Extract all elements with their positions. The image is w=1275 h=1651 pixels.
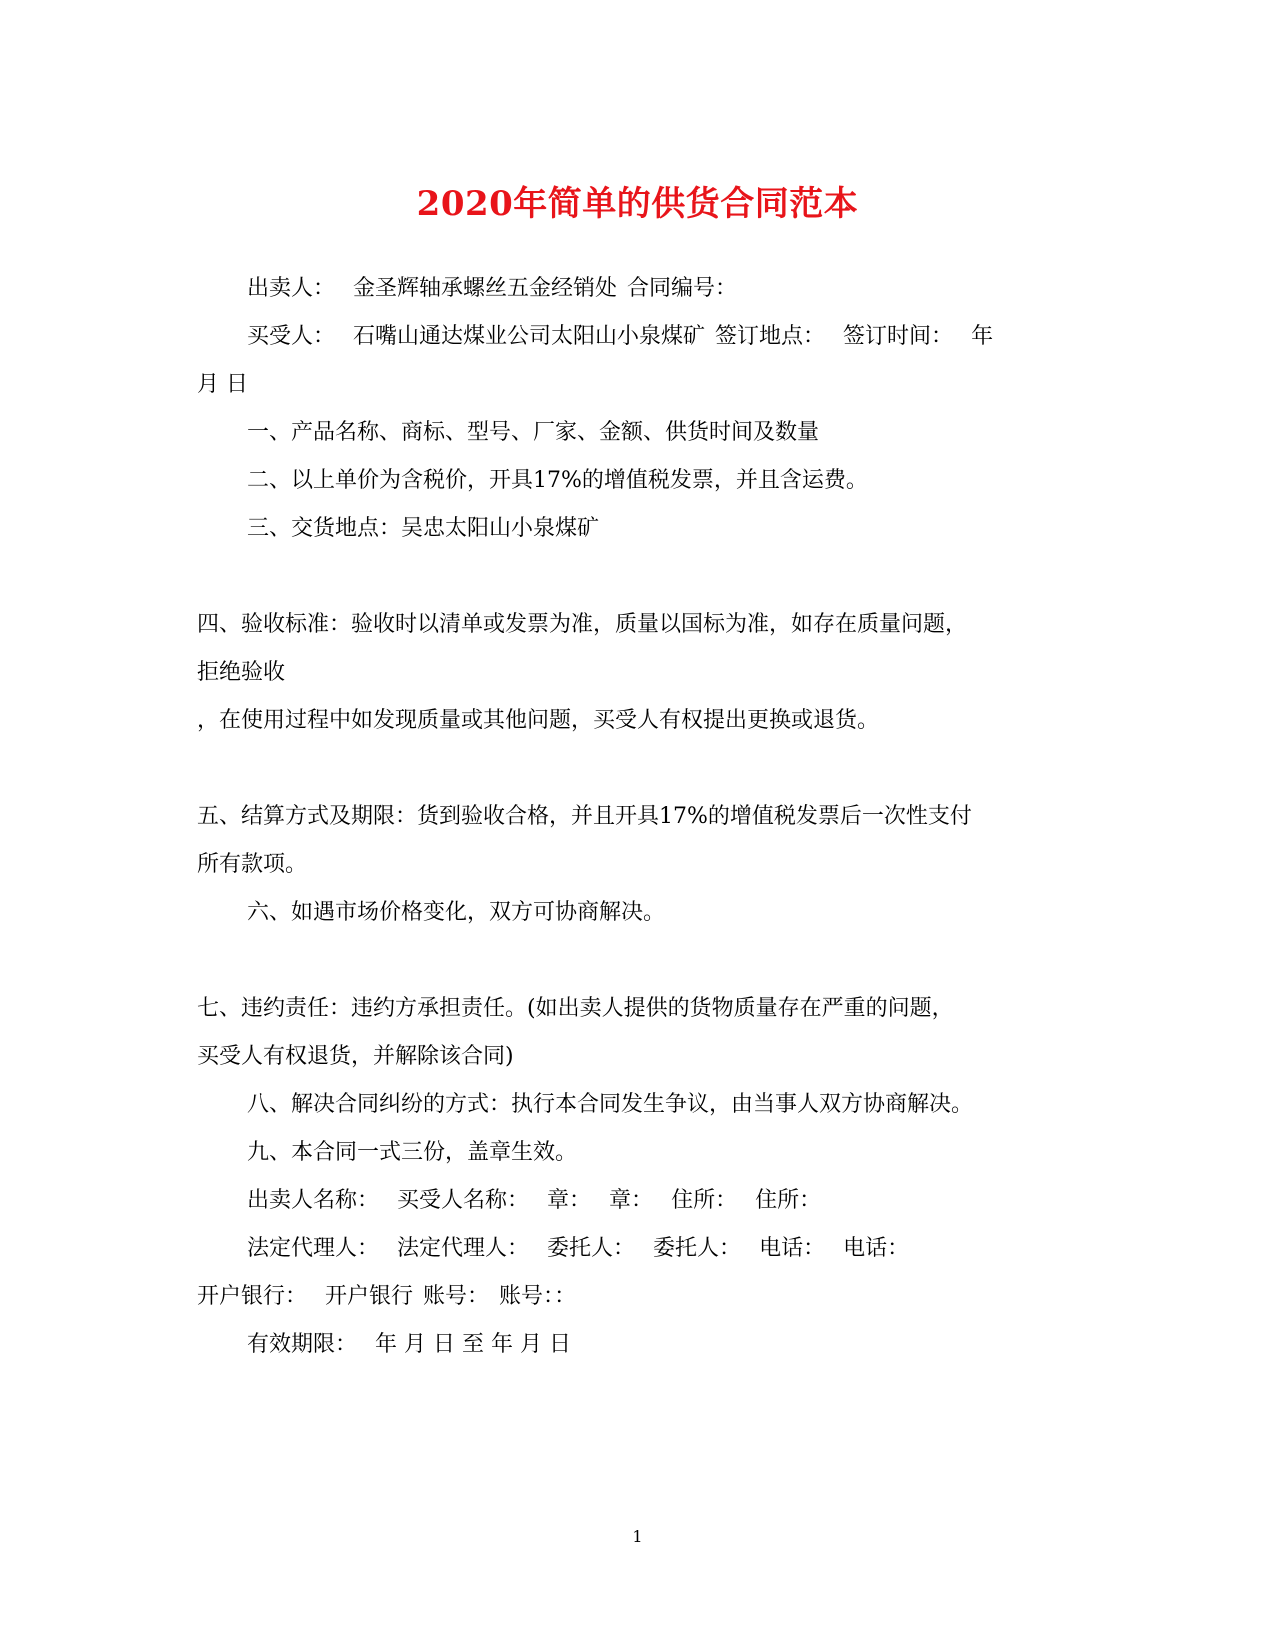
- buyer-agent-field: 委托人：: [653, 1236, 742, 1261]
- sign-time-label: 签订时间：: [843, 324, 954, 349]
- buyer-seal-field: 章：: [609, 1188, 654, 1213]
- trailing-colon: ：: [554, 1284, 577, 1309]
- document-title: 2020年简单的供货合同范本: [416, 184, 859, 224]
- validity-line: [247, 1330, 571, 1360]
- validity-value: 年 月 日 至 年 月 日: [375, 1332, 571, 1357]
- seller-seal-field: 章：: [547, 1188, 592, 1213]
- clause-4-line-1: 四、验收标准：验收时以清单或发票为准，质量以国标为准，如存在质量问题，: [197, 612, 968, 637]
- buyer-line: [247, 322, 993, 352]
- signature-row-3: [197, 1282, 576, 1312]
- clause-2: 二、以上单价为含税价，开具17%的增值税发票，并且含运费。: [247, 468, 868, 493]
- seller-phone-field: 电话：: [759, 1236, 826, 1261]
- buyer-label: 买受人：: [247, 324, 336, 349]
- clause-6: 六、如遇市场价格变化，双方可协商解决。: [247, 900, 666, 925]
- contract-no-label: 合同编号：: [627, 276, 738, 301]
- buyer-address-field: 住所：: [755, 1188, 822, 1213]
- clause-4-line-3: ，在使用过程中如发现质量或其他问题，买受人有权提出更换或退货。: [197, 708, 880, 733]
- clause-3: 三、交货地点：吴忠太阳山小泉煤矿: [247, 516, 600, 541]
- buyer-name: 石嘴山通达煤业公司太阳山小泉煤矿: [353, 324, 706, 349]
- seller-bank-field: 开户银行：: [197, 1284, 308, 1309]
- sign-place-label: 签订地点：: [715, 324, 826, 349]
- clause-7-line-2: 买受人有权退货，并解除该合同): [197, 1044, 514, 1069]
- signature-row-2: [247, 1234, 909, 1264]
- month-day-label: 月 日: [197, 372, 248, 397]
- seller-name: 金圣辉轴承螺丝五金经销处: [353, 276, 618, 301]
- seller-account-field: 账号：: [423, 1284, 490, 1309]
- buyer-name-field: 买受人名称：: [397, 1188, 530, 1213]
- clause-5-line-1: 五、结算方式及期限：货到验收合格，并且开具17%的增值税发票后一次性支付: [197, 804, 972, 829]
- seller-name-field: 出卖人名称：: [247, 1188, 380, 1213]
- seller-label: 出卖人：: [247, 276, 336, 301]
- buyer-account-field: 账号：: [499, 1284, 555, 1309]
- buyer-legal-rep-field: 法定代理人：: [397, 1236, 530, 1261]
- buyer-phone-field: 电话：: [843, 1236, 910, 1261]
- seller-line: [247, 274, 737, 304]
- clause-1: 一、产品名称、商标、型号、厂家、金额、供货时间及数量: [247, 420, 820, 445]
- page-number: 1: [632, 1527, 643, 1546]
- clause-5-line-2: 所有款项。: [197, 852, 308, 877]
- clause-9: 九、本合同一式三份，盖章生效。: [247, 1140, 578, 1165]
- buyer-bank-field: 开户银行: [325, 1284, 414, 1309]
- seller-legal-rep-field: 法定代理人：: [247, 1236, 380, 1261]
- validity-label: 有效期限：: [247, 1332, 358, 1357]
- seller-agent-field: 委托人：: [547, 1236, 636, 1261]
- signature-row-1: [247, 1186, 821, 1216]
- seller-address-field: 住所：: [671, 1188, 738, 1213]
- clause-8: 八、解决合同纠纷的方式：执行本合同发生争议，由当事人双方协商解决。: [247, 1092, 974, 1117]
- clause-4-line-2: 拒绝验收: [197, 660, 286, 685]
- year-label: 年: [971, 324, 994, 349]
- clause-7-line-1: 七、违约责任：违约方承担责任。(如出卖人提供的货物质量存在严重的问题，: [197, 996, 954, 1021]
